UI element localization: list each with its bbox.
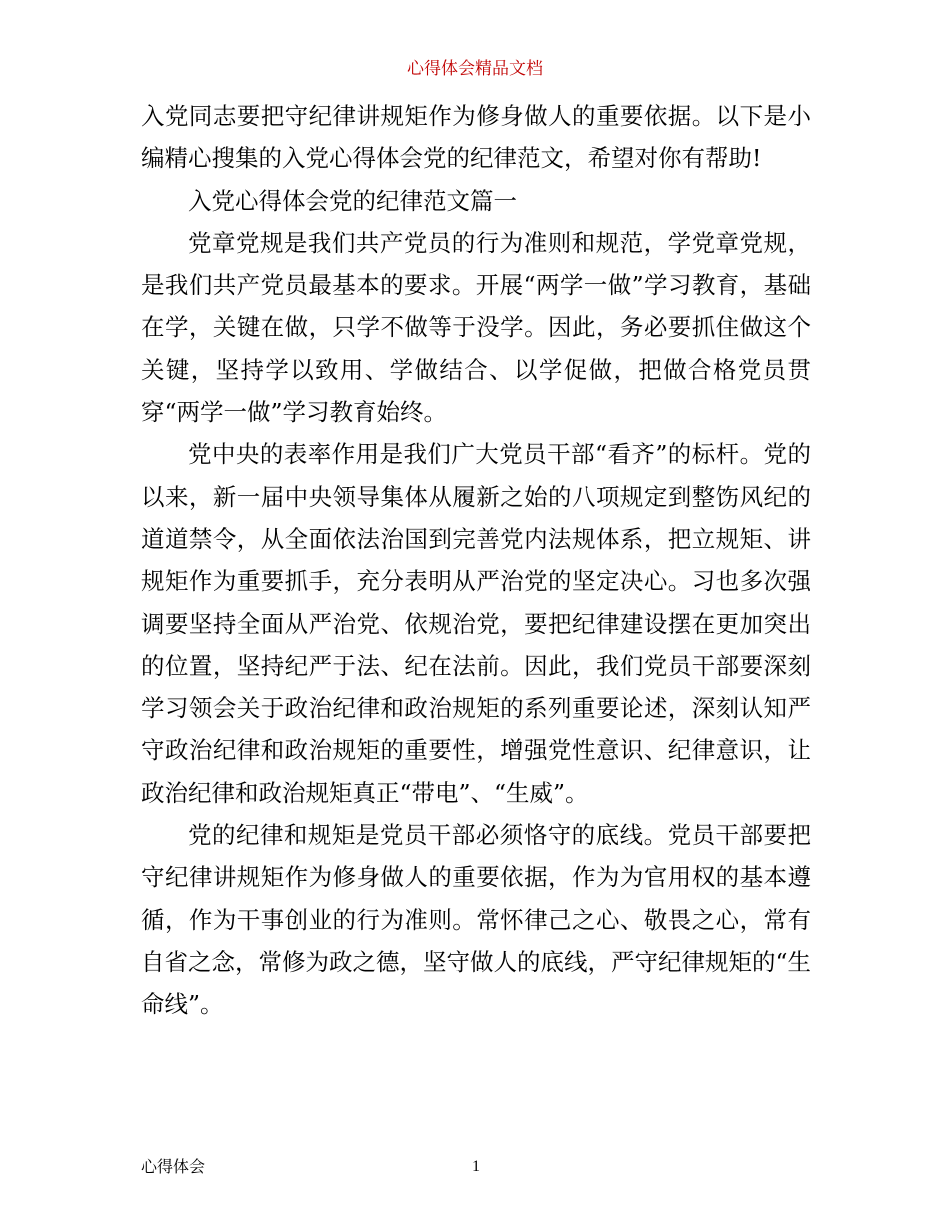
section-heading: 入党心得体会党的纪律范文篇一 (188, 186, 517, 215)
body-paragraph: 党中央的表率作用是我们广大党员干部“看齐”的标杆。党的以来，新一届中央领导集体从履新之始的八项规定到整饬风纪的道道禁令，从全面依法治国到完善党内法规体系，把立规矩、讲规矩作为重要抓手，充分表明从严治党的坚定决心。习也多次强调要坚持全面从严治党、依规治党，要把纪律建设摆在更加突出的位置，坚持纪严于法、纪在法前。因此，我们党员干部要深刻学习领会关于政治纪律和政治规矩的系列重要论述，深刻认知严守政治纪律和政治规矩的重要性，增强党性意识、纪律意识，让政治纪律和政治规矩真正“带电”、“生威”。 (141, 440, 811, 807)
body-paragraph: 党的纪律和规矩是党员干部必须恪守的底线。党员干部要把守纪律讲规矩作为修身做人的重要依据，作为为官用权的基本遵循，作为干事创业的行为准则。常怀律己之心、敬畏之心，常有自省之念，常修为政之德，坚守做人的底线，严守纪律规矩的“生命线”。 (141, 821, 812, 1019)
page-footer (141, 1155, 811, 1179)
page-header-title: 心得体会精品文档 (407, 59, 543, 79)
page-number: 1 (472, 1158, 480, 1175)
intro-paragraph: 入党同志要把守纪律讲规矩作为修身做人的重要依据。以下是小编精心搜集的入党心得体会党的纪律范文，希望对你有帮助! (141, 102, 811, 173)
document-body (141, 95, 811, 1026)
body-paragraph: 党章党规是我们共产党员的行为准则和规范，学党章党规，是我们共产党员最基本的要求。开展“两学一做”学习教育，基础在学，关键在做，只学不做等于没学。因此，务必要抓住做这个关键，坚持学以致用、学做结合、以学促做，把做合格党员贯穿“两学一做”学习教育始终。 (141, 228, 811, 427)
footer-label: 心得体会 (141, 1157, 206, 1176)
